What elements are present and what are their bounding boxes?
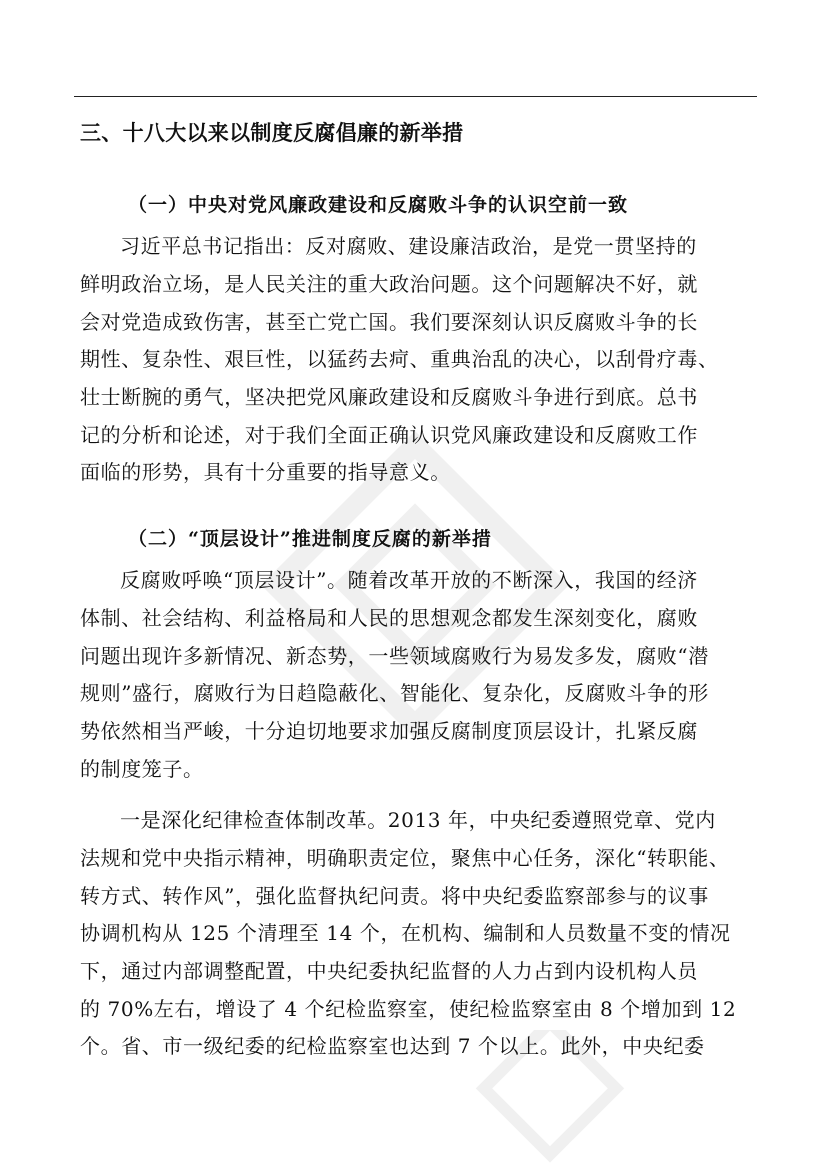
section1-line: 期性、复杂性、艰巨性，以猛药去疴、重典治乱的决心，以刮骨疗毒、 [80,347,719,371]
section1-line: 习近平总书记指出：反对腐败、建设廉洁政治，是党一贯坚持的 [120,234,697,258]
section2-title: （二）“顶层设计”推进制度反腐的新举措 [128,528,492,550]
section2-line: 转方式、转作风”，强化监督执纪问责。将中央纪委监察部参与的议事 [80,884,709,908]
section2-line: 下，通过内部调整配置，中央纪委执纪监督的人力占到内设机构人员 [80,959,698,983]
section2-line: 法规和党中央指示精神，明确职责定位，聚焦中心任务，深化“转职能、 [80,846,730,870]
section1-line: 会对党造成致伤害，甚至亡党亡国。我们要深刻认识反腐败斗争的长 [80,310,698,334]
section2-line: 协调机构从 125 个清理至 14 个，在机构、编制和人员数量不变的情况 [80,921,731,945]
section2-line: 个。省、市一级纪委的纪检监察室也达到 7 个以上。此外，中央纪委 [80,1034,705,1058]
section2-line: 体制、社会结构、利益格局和人民的思想观念都发生深刻变化，腐败 [80,606,698,630]
section2-line: 反腐败呼唤“顶层设计”。随着改革开放的不断深入，我国的经济 [120,568,698,592]
section2-line: 势依然相当严峻，十分迫切地要求加强反腐制度顶层设计，扎紧反腐 [80,719,698,743]
section2-line: 的 70%左右，增设了 4 个纪检监察室，使纪检监察室由 8 个增加到 12 [80,997,737,1021]
section1-line: 面临的形势，具有十分重要的指导意义。 [80,460,451,484]
section2-line: 规则”盛行，腐败行为日趋隐蔽化、智能化、复杂化，反腐败斗争的形 [80,681,709,705]
header-rule [74,96,757,97]
section1-title: （一）中央对党风廉政建设和反腐败斗争的认识空前一致 [128,194,629,216]
section2-line: 的制度笼子。 [80,757,204,781]
section1-line: 壮士断腕的勇气，坚决把党风廉政建设和反腐败斗争进行到底。总书 [80,385,698,409]
section1-line: 鲜明政治立场，是人民关注的重大政治问题。这个问题解决不好，就 [80,272,698,296]
page-heading: 三、十八大以来以制度反腐倡廉的新举措 [80,121,464,145]
section2-line: 问题出现许多新情况、新态势，一些领域腐败行为易发多发，腐败“潜 [80,644,709,668]
section2-line: 一是深化纪律检查体制改革。2013 年，中央纪委遵照党章、党内 [120,808,716,832]
section1-line: 记的分析和论述，对于我们全面正确认识党风廉政建设和反腐败工作 [80,423,698,447]
